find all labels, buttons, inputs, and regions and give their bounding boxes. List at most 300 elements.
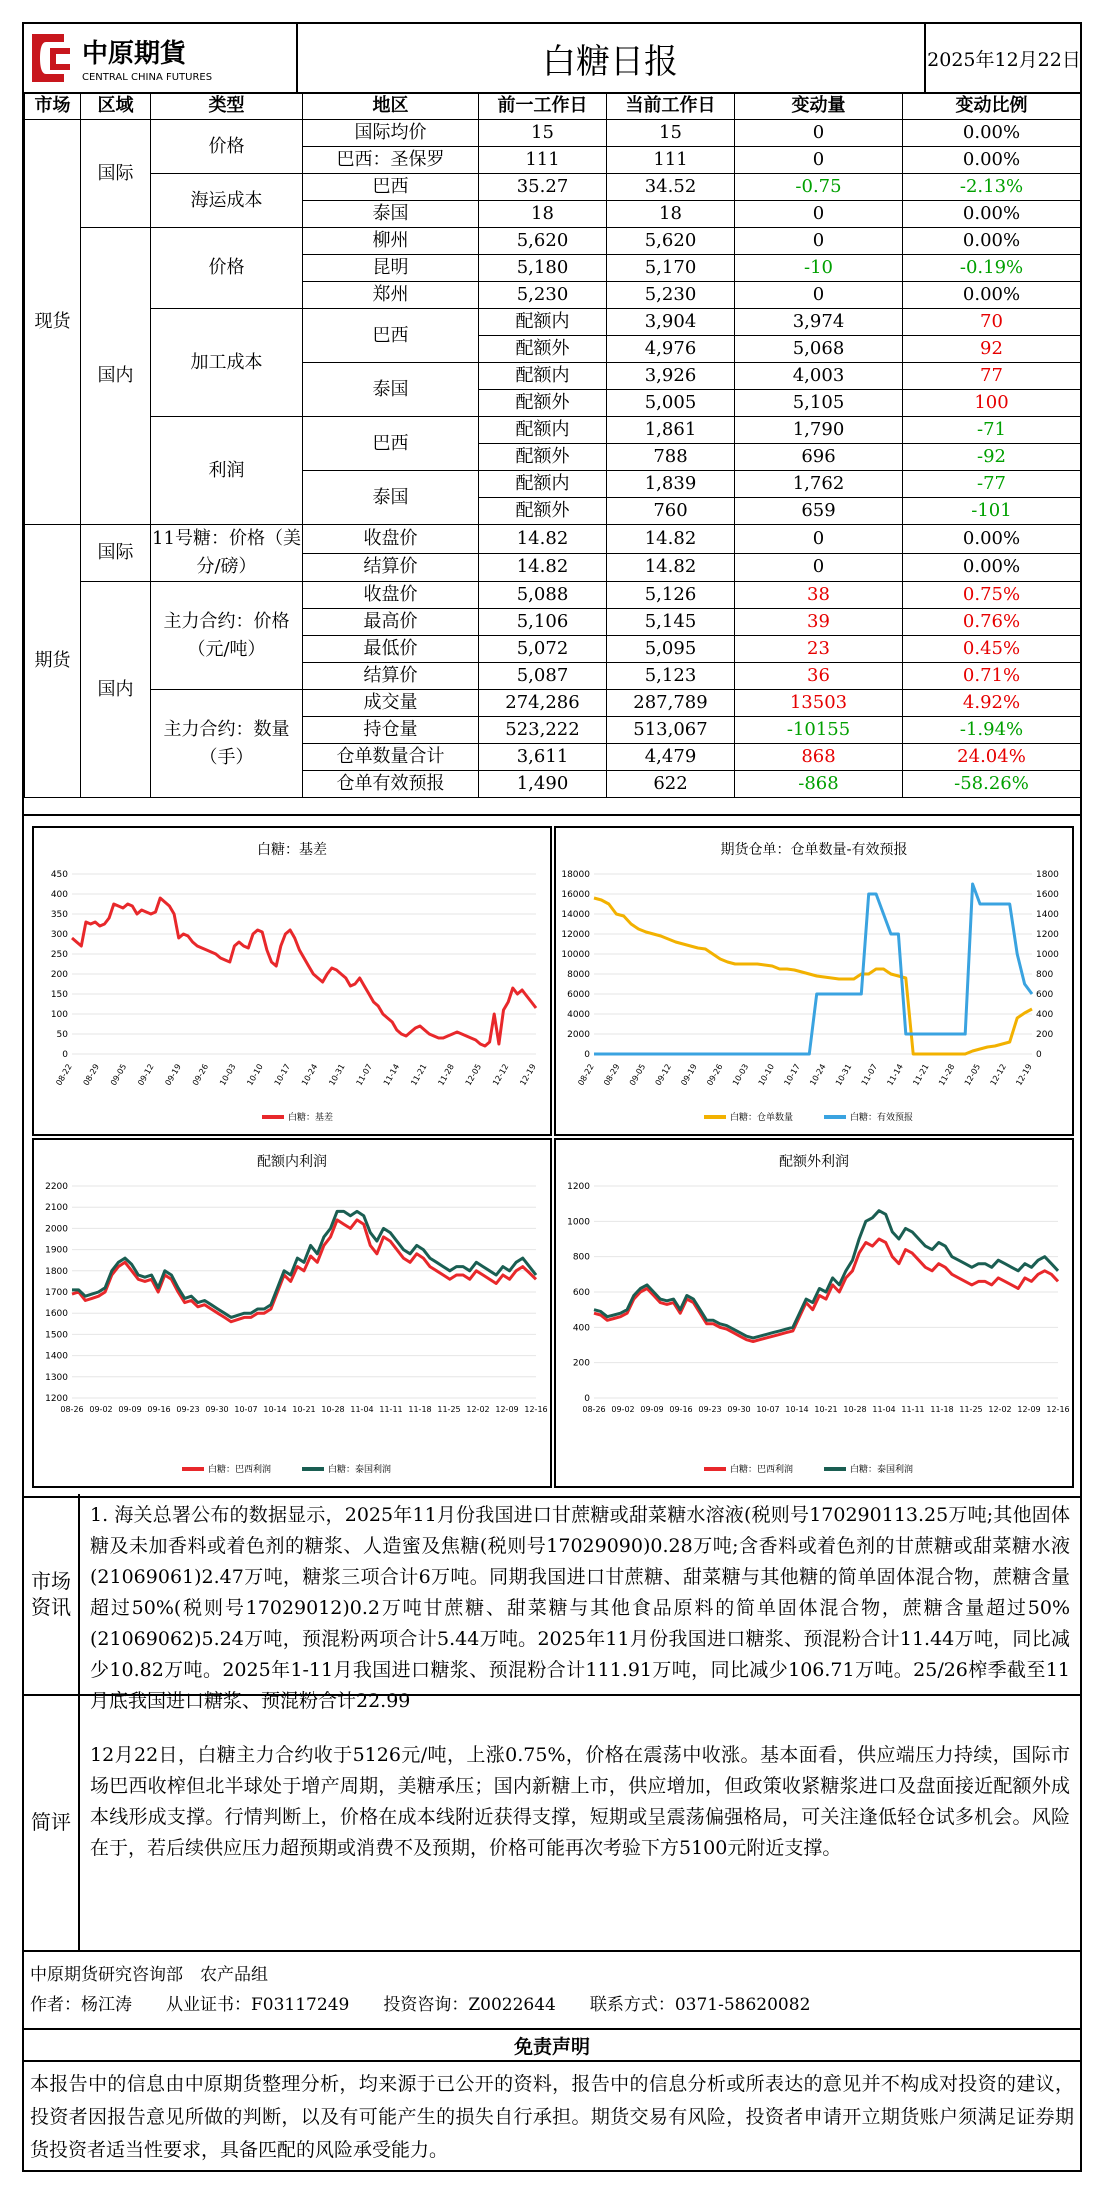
cell-change: 77 (903, 363, 1081, 390)
footer-author: 作者：杨江涛 从业证书：F03117249 投资咨询：Z0022644 联系方式：0371-58620082 (30, 1995, 811, 2015)
x-tick-label: 09-12 (136, 1062, 156, 1088)
cell-curr: 14.82 (607, 553, 735, 582)
cell-prev: 5,180 (479, 255, 607, 282)
cell-change: 0 (735, 120, 903, 147)
x-tick-label: 11-04 (350, 1405, 374, 1414)
area-intl: 国际 (81, 120, 151, 228)
cell-change: -10 (735, 255, 903, 282)
table-row (25, 120, 1081, 147)
cell-prev: 14.82 (479, 525, 607, 554)
y-tick-label: 8000 (567, 970, 590, 980)
cell-prev: 1,839 (607, 471, 735, 498)
chart-quota-in-profit (32, 1138, 552, 1488)
y2-tick-label: 1800 (1036, 870, 1059, 880)
cell-pct: -0.19% (903, 255, 1081, 282)
area-dom: 国内 (81, 228, 151, 525)
y-tick-label: 0 (584, 1050, 590, 1060)
y-tick-label: 600 (572, 1288, 590, 1298)
cell-region: 国际均价 (303, 120, 479, 147)
charts-area (24, 814, 1080, 1498)
cell-prev: 111 (479, 147, 607, 174)
cell-prev: 15 (479, 120, 607, 147)
report-date: 2025年12月22日 (924, 24, 1082, 92)
table-row (25, 417, 1081, 444)
cell-change: 92 (903, 336, 1081, 363)
legend-label: 白糖：基差 (288, 1113, 334, 1123)
cell-prev: 4,976 (607, 336, 735, 363)
legend-label: 白糖：巴西利润 (730, 1465, 794, 1475)
y-tick-label: 1800 (45, 1266, 68, 1277)
cell-region: 成交量 (303, 690, 479, 717)
cell-prev: 5,106 (479, 609, 607, 636)
col-type: 类型 (151, 93, 303, 120)
cell-pct: 24.04% (903, 744, 1081, 771)
y2-tick-label: 1600 (1036, 890, 1059, 900)
chart-warehouse (554, 826, 1074, 1136)
type-main-vol: 主力合约：数量（手） (151, 690, 303, 798)
type-proc: 加工成本 (151, 309, 303, 417)
x-tick-label: 11-18 (930, 1405, 954, 1414)
news-text: 1. 海关总署公布的数据显示，2025年11月份我国进口甘蔗糖或甜菜糖水溶液(税则号170290113.25万吨;其他固体糖及未加香料或着色剂的糖浆、人造蜜及焦糖(税则号17029090)0.28万吨;含香料或着色剂的甘蔗糖或甜菜糖水液(21069061)2.47万吨，糖浆三项合计6万吨。同期我国进口甘蔗糖、甜菜糖与其他糖的简单固体混合物，蔗糖含量超过50%(税则号17029012)0.2万吨甘蔗糖、甜菜糖与其他食品原料的简单固体混合物，蔗糖含量超过50%(21069062)5.24万吨，预混粉两项合计5.44万吨。2025年11月份我国进口糖浆、预混粉合计11.44万吨，同比减少10.82万吨。2025年1-11月我国进口糖浆、预混粉合计111.91万吨，同比减少106.71万吨。25/26榨季截至11月底我国进口糖浆、预混粉合计22.99 (90, 1504, 1070, 1712)
cell-pct: 0.00% (903, 525, 1081, 554)
cell-curr: 111 (607, 147, 735, 174)
x-tick-label: 09-19 (679, 1062, 699, 1088)
cell-pct: 4.92% (903, 690, 1081, 717)
logo-en: CENTRAL CHINA FUTURES (82, 72, 213, 83)
x-tick-label: 12-19 (518, 1062, 538, 1088)
market-spot: 现货 (25, 120, 81, 525)
col-area: 区域 (81, 93, 151, 120)
x-tick-label: 10-17 (272, 1062, 293, 1088)
cell-curr: 5,145 (607, 609, 735, 636)
x-tick-label: 10-28 (321, 1405, 345, 1414)
cell-pct: -1.94% (903, 717, 1081, 744)
logo-cn: 中原期貨 (82, 39, 187, 69)
x-tick-label: 12-02 (988, 1405, 1012, 1414)
subgroup-thai: 泰国 (303, 471, 479, 525)
y2-tick-label: 600 (1036, 990, 1054, 1000)
cell-curr: 5,170 (607, 255, 735, 282)
x-tick-label: 10-07 (756, 1405, 780, 1414)
y-tick-label: 1200 (45, 1394, 68, 1404)
cell-region: 收盘价 (303, 525, 479, 554)
chart-title: 白糖：基差 (257, 842, 327, 858)
cell-prev: 5,088 (479, 582, 607, 609)
col-prev: 前一工作日 (479, 93, 607, 120)
cell-region: 仓单有效预报 (303, 771, 479, 798)
y-tick-label: 2000 (45, 1224, 68, 1235)
cell-change: 0 (735, 553, 903, 582)
cell-prev: 5,230 (479, 282, 607, 309)
series-line (72, 898, 536, 1046)
col-change: 变动量 (735, 93, 903, 120)
cell-prev: 1,861 (607, 417, 735, 444)
cell-change: -92 (903, 444, 1081, 471)
cell-change: -71 (903, 417, 1081, 444)
cell-pct: 0.71% (903, 663, 1081, 690)
cell-change: -0.75 (735, 174, 903, 201)
area-f-intl: 国际 (81, 525, 151, 582)
report-title: 白糖日报 (542, 41, 678, 82)
chart-svg (556, 1140, 1072, 1486)
y-tick-label: 400 (572, 1323, 590, 1334)
cell-prev: 18 (479, 201, 607, 228)
x-tick-label: 11-28 (937, 1062, 957, 1088)
cell-change: 0 (735, 147, 903, 174)
news-section (24, 1494, 1080, 1712)
cell-region: 配额内 (479, 309, 607, 336)
cell-region: 结算价 (303, 553, 479, 582)
y2-tick-label: 800 (1036, 970, 1054, 980)
x-tick-label: 11-25 (959, 1405, 983, 1414)
cell-pct: 0.00% (903, 201, 1081, 228)
y2-tick-label: 400 (1036, 1010, 1054, 1020)
table-row (25, 174, 1081, 201)
x-tick-label: 09-23 (698, 1405, 722, 1414)
x-tick-label: 08-29 (81, 1062, 102, 1088)
legend-label: 白糖：有效预报 (850, 1113, 914, 1123)
chart-quota-out-profit (554, 1138, 1074, 1488)
cell-curr: 18 (607, 201, 735, 228)
cell-prev: 5,005 (607, 390, 735, 417)
type-freight: 海运成本 (151, 174, 303, 228)
cell-region: 结算价 (303, 663, 479, 690)
cell-region: 郑州 (303, 282, 479, 309)
chart-svg (34, 828, 550, 1134)
subgroup-brazil: 巴西 (303, 309, 479, 363)
cell-region: 最低价 (303, 636, 479, 663)
legend-label: 白糖：仓单数量 (730, 1113, 794, 1123)
cell-region: 巴西 (303, 174, 479, 201)
cell-change: 23 (735, 636, 903, 663)
y-tick-label: 14000 (561, 910, 590, 920)
x-tick-label: 10-24 (808, 1062, 828, 1088)
cell-change: 13503 (735, 690, 903, 717)
y-tick-label: 400 (50, 890, 68, 900)
area-f-dom: 国内 (81, 582, 151, 798)
cell-region: 配额内 (479, 363, 607, 390)
subgroup-thai: 泰国 (303, 363, 479, 417)
cell-region: 配额外 (479, 336, 607, 363)
x-tick-label: 10-21 (292, 1405, 316, 1414)
x-tick-label: 10-10 (245, 1062, 265, 1088)
table-header-row (25, 93, 1081, 120)
cell-region: 巴西：圣保罗 (303, 147, 479, 174)
disclaimer-title: 免责声明 (24, 2028, 1080, 2062)
cell-curr: 5,123 (607, 663, 735, 690)
y-tick-label: 0 (584, 1394, 590, 1404)
y-tick-label: 300 (50, 930, 68, 940)
y-tick-label: 1600 (45, 1309, 68, 1320)
series-line (72, 1211, 536, 1317)
series-line (594, 1211, 1058, 1338)
logo-mark-icon (24, 24, 296, 92)
cell-prev: 35.27 (479, 174, 607, 201)
x-tick-label: 09-05 (627, 1062, 648, 1088)
y-tick-label: 6000 (567, 990, 590, 1000)
x-tick-label: 09-23 (176, 1405, 200, 1414)
type-sugar11: 11号糖：价格（美分/磅） (151, 525, 303, 582)
chart-svg (34, 1140, 550, 1486)
x-tick-label: 10-17 (782, 1062, 802, 1088)
y-tick-label: 350 (50, 910, 68, 920)
y2-tick-label: 1000 (1036, 950, 1059, 960)
table-row (25, 582, 1081, 609)
market-futures: 期货 (25, 525, 81, 798)
y-tick-label: 1300 (45, 1372, 68, 1383)
cell-change: -10155 (735, 717, 903, 744)
y-tick-label: 800 (572, 1252, 590, 1263)
x-tick-label: 11-07 (859, 1062, 880, 1088)
legend-label: 白糖：泰国利润 (328, 1465, 392, 1475)
y-tick-label: 2200 (45, 1182, 68, 1192)
cell-region: 昆明 (303, 255, 479, 282)
chart-title: 期货仓单：仓单数量-有效预报 (720, 842, 908, 858)
cell-region: 仓单数量合计 (303, 744, 479, 771)
cell-change: 0 (735, 282, 903, 309)
x-tick-label: 11-11 (379, 1405, 403, 1414)
x-tick-label: 10-03 (218, 1062, 238, 1088)
x-tick-label: 09-12 (653, 1062, 674, 1088)
company-logo (24, 24, 298, 92)
cell-region: 泰国 (303, 201, 479, 228)
cell-pct: -58.26% (903, 771, 1081, 798)
cell-prev: 3,926 (607, 363, 735, 390)
cell-curr: 622 (607, 771, 735, 798)
x-tick-label: 11-21 (911, 1062, 931, 1088)
cell-change: 0 (735, 525, 903, 554)
y-tick-label: 1000 (567, 1217, 590, 1228)
cell-pct: -2.13% (903, 174, 1081, 201)
disclaimer-text: 本报告中的信息由中原期货整理分析，均来源于已公开的资料，报告中的信息分析或所表达的意见并不构成对投资的建议，投资者因报告意见所做的判断，以及有可能产生的损失自行承担。期货交易有风险，投资者申请开立期货账户须满足证券期货投资者适当性要求，具备匹配的风险承受能力。 (30, 2073, 1074, 2161)
legend-label: 白糖：巴西利润 (208, 1465, 272, 1475)
x-tick-label: 08-22 (576, 1062, 596, 1088)
x-tick-label: 11-28 (436, 1062, 456, 1088)
y2-tick-label: 0 (1036, 1050, 1042, 1060)
cell-curr: 513,067 (607, 717, 735, 744)
y2-tick-label: 1400 (1036, 910, 1059, 920)
cell-pct: 0.76% (903, 609, 1081, 636)
y-tick-label: 50 (56, 1030, 68, 1040)
footer-dept: 中原期货研究咨询部 农产品组 (30, 1965, 268, 1985)
x-tick-label: 10-10 (756, 1062, 777, 1088)
cell-pct: 0.00% (903, 228, 1081, 255)
cell-change: 0 (735, 201, 903, 228)
x-tick-label: 10-28 (843, 1405, 867, 1414)
x-tick-label: 09-26 (190, 1062, 211, 1088)
cell-change: 39 (735, 609, 903, 636)
cell-change: 100 (903, 390, 1081, 417)
cell-pct: 0.00% (903, 147, 1081, 174)
x-tick-label: 10-07 (234, 1405, 258, 1414)
cell-prev: 760 (607, 498, 735, 525)
col-curr: 当前工作日 (607, 93, 735, 120)
cell-region: 配额外 (479, 444, 607, 471)
x-tick-label: 10-31 (327, 1062, 347, 1088)
review-text: 12月22日，白糖主力合约收于5126元/吨，上涨0.75%，价格在震荡中收涨。基本面看，供应端压力持续，国际市场巴西收榨但北半球处于增产周期，美糖承压；国内新糖上市，供应增加，但政策收紧糖浆进口及盘面接近配额外成本线形成支撑。行情判断上，价格在成本线附近获得支撑，短期或呈震荡偏强格局，可关注逢低轻仓试多机会。风险在于，若后续供应压力超预期或消费不及预期，价格可能再次考验下方5100元附近支撑。 (90, 1744, 1070, 1859)
report-header (24, 24, 1080, 94)
table-row (25, 690, 1081, 717)
footer (24, 1950, 1080, 2170)
cell-curr: 5,620 (607, 228, 735, 255)
chart-svg (556, 828, 1072, 1134)
chart-basis (32, 826, 552, 1136)
legend-label: 白糖：泰国利润 (850, 1465, 914, 1475)
cell-change: -77 (903, 471, 1081, 498)
x-tick-label: 12-09 (495, 1405, 519, 1414)
y-tick-label: 250 (50, 950, 68, 960)
y-tick-label: 100 (50, 1010, 68, 1020)
table-row (25, 228, 1081, 255)
y-tick-label: 150 (50, 990, 68, 1000)
x-tick-label: 11-14 (381, 1062, 402, 1088)
cell-region: 持仓量 (303, 717, 479, 744)
cell-pct: 0.75% (903, 582, 1081, 609)
report-page (22, 22, 1082, 2172)
subgroup-brazil: 巴西 (303, 417, 479, 471)
x-tick-label: 12-05 (962, 1062, 983, 1088)
cell-prev: 523,222 (479, 717, 607, 744)
x-tick-label: 11-21 (409, 1062, 429, 1088)
x-tick-label: 09-19 (163, 1062, 183, 1088)
cell-prev: 788 (607, 444, 735, 471)
x-tick-label: 10-03 (730, 1062, 751, 1088)
cell-prev: 5,072 (479, 636, 607, 663)
cell-region: 配额外 (479, 498, 607, 525)
cell-change: 38 (735, 582, 903, 609)
cell-curr: 696 (735, 444, 903, 471)
x-tick-label: 10-14 (785, 1405, 809, 1414)
x-tick-label: 09-16 (669, 1405, 693, 1414)
x-tick-label: 10-31 (833, 1062, 854, 1088)
news-label: 市场资讯 (24, 1494, 80, 1694)
y-tick-label: 4000 (567, 1010, 590, 1020)
x-tick-label: 12-19 (1014, 1062, 1034, 1088)
cell-prev: 5,620 (479, 228, 607, 255)
x-tick-label: 09-26 (705, 1062, 725, 1088)
x-tick-label: 09-30 (205, 1405, 229, 1414)
cell-prev: 274,286 (479, 690, 607, 717)
cell-pct: 0.00% (903, 553, 1081, 582)
table-row (25, 525, 1081, 554)
cell-curr: 4,003 (735, 363, 903, 390)
cell-curr: 14.82 (607, 525, 735, 554)
cell-curr: 5,126 (607, 582, 735, 609)
x-tick-label: 08-29 (602, 1062, 622, 1088)
x-tick-label: 12-12 (988, 1062, 1008, 1088)
y-tick-label: 1400 (45, 1351, 68, 1362)
x-tick-label: 08-26 (60, 1405, 84, 1414)
cell-region: 柳州 (303, 228, 479, 255)
review-label: 简评 (24, 1694, 80, 1950)
cell-curr: 34.52 (607, 174, 735, 201)
cell-curr: 287,789 (607, 690, 735, 717)
x-tick-label: 09-09 (118, 1405, 142, 1414)
x-tick-label: 11-25 (437, 1405, 461, 1414)
cell-change: -868 (735, 771, 903, 798)
x-tick-label: 09-30 (727, 1405, 751, 1414)
x-tick-label: 12-12 (491, 1062, 511, 1088)
x-tick-label: 11-14 (885, 1062, 905, 1088)
series-line (594, 884, 1032, 1054)
chart-title: 配额外利润 (779, 1154, 849, 1170)
cell-curr: 5,105 (735, 390, 903, 417)
x-tick-label: 11-18 (408, 1405, 432, 1414)
y-tick-label: 0 (62, 1050, 68, 1060)
cell-curr: 659 (735, 498, 903, 525)
cell-change: 868 (735, 744, 903, 771)
cell-region: 配额内 (479, 417, 607, 444)
cell-curr: 15 (607, 120, 735, 147)
x-tick-label: 08-26 (582, 1405, 606, 1414)
x-tick-label: 12-16 (524, 1405, 548, 1414)
cell-curr: 4,479 (607, 744, 735, 771)
cell-curr: 5,095 (607, 636, 735, 663)
col-pct: 变动比例 (903, 93, 1081, 120)
cell-change: 0 (735, 228, 903, 255)
y2-tick-label: 200 (1036, 1030, 1054, 1040)
cell-prev: 5,087 (479, 663, 607, 690)
cell-prev: 14.82 (479, 553, 607, 582)
y-tick-label: 200 (50, 970, 68, 980)
y-tick-label: 2000 (567, 1030, 590, 1040)
quote-table (24, 92, 1081, 798)
y-tick-label: 12000 (561, 930, 590, 940)
type-price: 价格 (151, 120, 303, 174)
x-tick-label: 08-22 (54, 1062, 74, 1088)
cell-region: 最高价 (303, 609, 479, 636)
x-tick-label: 09-05 (108, 1062, 129, 1088)
x-tick-label: 11-04 (872, 1405, 896, 1414)
cell-change: 36 (735, 663, 903, 690)
table-row (25, 309, 1081, 336)
y-tick-label: 1500 (45, 1330, 68, 1341)
x-tick-label: 09-16 (147, 1405, 171, 1414)
cell-pct: 0.45% (903, 636, 1081, 663)
review-section (24, 1694, 1080, 1952)
x-tick-label: 10-14 (263, 1405, 287, 1414)
cell-prev: 3,904 (607, 309, 735, 336)
cell-region: 配额外 (479, 390, 607, 417)
cell-region: 配额内 (479, 471, 607, 498)
cell-pct: 0.00% (903, 282, 1081, 309)
cell-prev: 1,490 (479, 771, 607, 798)
y-tick-label: 450 (50, 870, 68, 880)
y-tick-label: 1200 (567, 1182, 590, 1192)
x-tick-label: 10-21 (814, 1405, 838, 1414)
cell-curr: 3,974 (735, 309, 903, 336)
cell-curr: 5,230 (607, 282, 735, 309)
cell-curr: 5,068 (735, 336, 903, 363)
y-tick-label: 18000 (561, 870, 590, 880)
x-tick-label: 09-02 (611, 1405, 635, 1414)
y-tick-label: 1900 (45, 1245, 68, 1256)
y-tick-label: 16000 (561, 890, 590, 900)
y-tick-label: 200 (572, 1358, 590, 1369)
col-region: 地区 (303, 93, 479, 120)
type-profit: 利润 (151, 417, 303, 525)
y2-tick-label: 1200 (1036, 930, 1059, 940)
x-tick-label: 09-09 (640, 1405, 664, 1414)
y-tick-label: 10000 (561, 950, 590, 960)
x-tick-label: 12-02 (466, 1405, 490, 1414)
x-tick-label: 12-09 (1017, 1405, 1041, 1414)
type-main-price: 主力合约：价格（元/吨） (151, 582, 303, 690)
col-market: 市场 (25, 93, 81, 120)
x-tick-label: 12-05 (463, 1062, 484, 1088)
x-tick-label: 11-07 (354, 1062, 374, 1088)
y-tick-label: 2100 (45, 1203, 68, 1214)
